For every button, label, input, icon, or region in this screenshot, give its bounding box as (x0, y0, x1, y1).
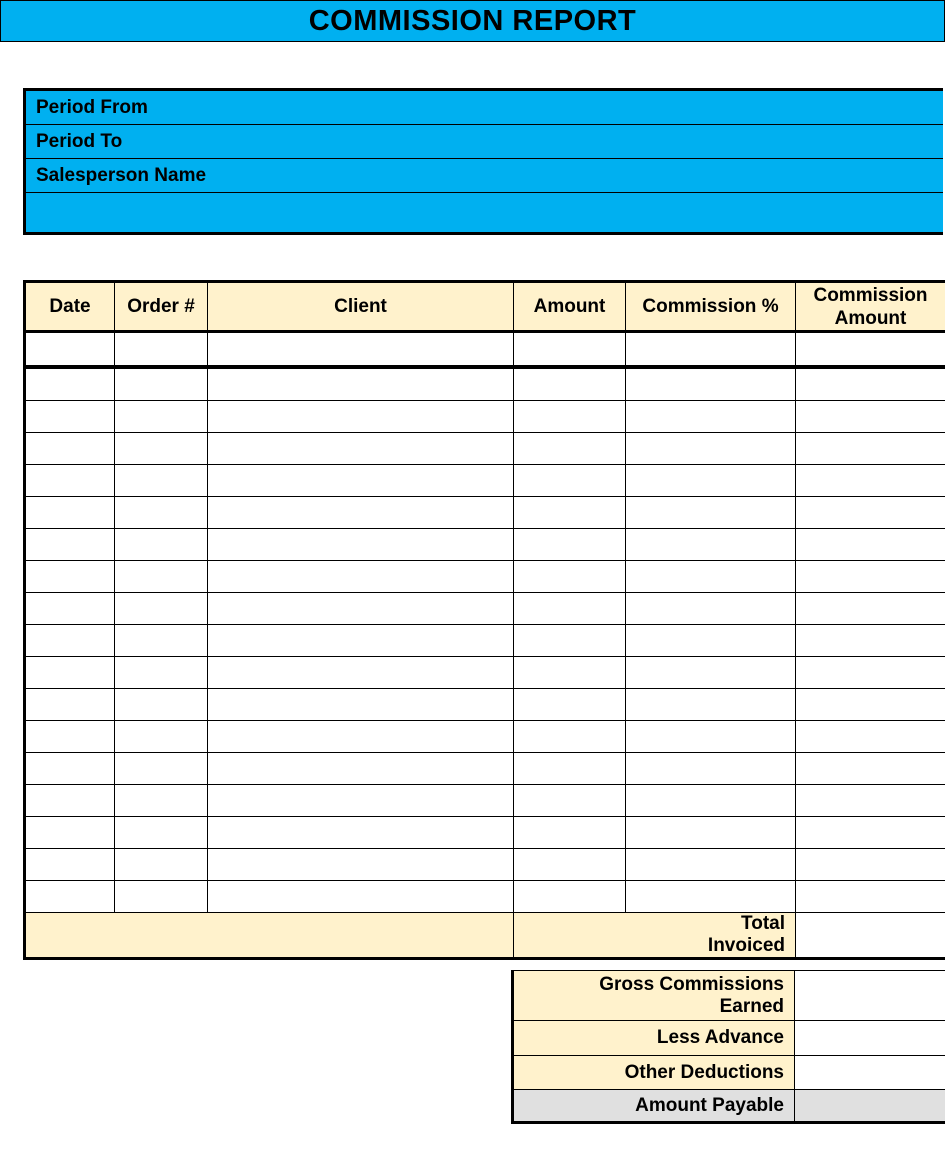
total-invoiced-value[interactable] (796, 913, 945, 959)
table-row (25, 849, 945, 881)
cell-client[interactable] (208, 817, 514, 849)
table-row (25, 465, 945, 497)
cell-amount[interactable] (514, 849, 626, 881)
cell-commission-amount[interactable] (796, 721, 945, 753)
cell-client[interactable] (208, 497, 514, 529)
cell-amount[interactable] (514, 561, 626, 593)
table-row (25, 625, 945, 657)
cell-commission-pct[interactable] (626, 433, 796, 465)
header-commission-amount (796, 282, 945, 332)
cell-commission-amount[interactable] (796, 849, 945, 881)
header-commission-amount-line1: Commission (813, 284, 928, 306)
cell-order[interactable] (115, 433, 208, 465)
header-date: Date (25, 282, 115, 332)
report-title (0, 0, 945, 42)
cell-commission-pct[interactable] (626, 817, 796, 849)
cell-order[interactable] (115, 785, 208, 817)
gross-commissions-value[interactable] (795, 971, 945, 1021)
cell-amount[interactable] (514, 881, 626, 913)
cell-commission-amount[interactable] (796, 657, 945, 689)
cell-order[interactable] (115, 657, 208, 689)
cell-order[interactable] (115, 753, 208, 785)
cell-client[interactable] (208, 332, 514, 368)
table-row (25, 753, 945, 785)
less-advance-row (513, 1021, 945, 1056)
cell-amount[interactable] (514, 689, 626, 721)
cell-date[interactable] (25, 689, 115, 721)
header-amount: Amount (514, 282, 626, 332)
period-from-label: Period From (36, 96, 148, 118)
cell-amount[interactable] (514, 785, 626, 817)
table-row (25, 433, 945, 465)
cell-order[interactable] (115, 817, 208, 849)
cell-commission-pct[interactable] (626, 367, 796, 401)
other-deductions-value[interactable] (795, 1056, 945, 1090)
cell-date[interactable] (25, 529, 115, 561)
cell-amount[interactable] (514, 465, 626, 497)
info-blank-row[interactable] (26, 193, 943, 230)
cell-order[interactable] (115, 367, 208, 401)
cell-date[interactable] (25, 465, 115, 497)
cell-amount[interactable] (514, 817, 626, 849)
cell-commission-pct[interactable] (626, 332, 796, 368)
period-to-label: Period To (36, 130, 123, 152)
cell-amount[interactable] (514, 753, 626, 785)
period-to-row[interactable] (26, 125, 943, 159)
table-row (25, 401, 945, 433)
cell-order[interactable] (115, 625, 208, 657)
cell-order[interactable] (115, 529, 208, 561)
table-row (25, 593, 945, 625)
cell-commission-amount[interactable] (796, 625, 945, 657)
cell-commission-pct[interactable] (626, 593, 796, 625)
cell-commission-amount[interactable] (796, 753, 945, 785)
less-advance-value[interactable] (795, 1021, 945, 1056)
cell-date[interactable] (25, 817, 115, 849)
cell-date[interactable] (25, 497, 115, 529)
cell-client[interactable] (208, 881, 514, 913)
table-row (25, 657, 945, 689)
cell-date[interactable] (25, 785, 115, 817)
cell-commission-amount[interactable] (796, 689, 945, 721)
cell-commission-amount[interactable] (796, 465, 945, 497)
cell-commission-pct[interactable] (626, 625, 796, 657)
table-row (25, 367, 945, 401)
header-client: Client (208, 282, 514, 332)
cell-date[interactable] (25, 881, 115, 913)
cell-client[interactable] (208, 753, 514, 785)
cell-commission-pct[interactable] (626, 753, 796, 785)
cell-date[interactable] (25, 849, 115, 881)
table-row (25, 529, 945, 561)
cell-order[interactable] (115, 721, 208, 753)
header-commission-amount-line2: Amount (834, 307, 907, 329)
cell-amount[interactable] (514, 401, 626, 433)
cell-order[interactable] (115, 881, 208, 913)
amount-payable-label: Amount Payable (513, 1090, 795, 1123)
table-header-row (25, 282, 945, 332)
cell-client[interactable] (208, 721, 514, 753)
cell-commission-pct[interactable] (626, 657, 796, 689)
summary-table (511, 970, 945, 1124)
header-order: Order # (115, 282, 208, 332)
cell-date[interactable] (25, 657, 115, 689)
cell-commission-amount[interactable] (796, 561, 945, 593)
cell-commission-amount[interactable] (796, 332, 945, 368)
less-advance-label: Less Advance (513, 1021, 795, 1056)
table-body (25, 332, 945, 913)
cell-client[interactable] (208, 657, 514, 689)
cell-order[interactable] (115, 497, 208, 529)
gross-commissions-line1: Gross Commissions (599, 973, 784, 995)
total-invoiced-line1: Total (741, 913, 785, 934)
salesperson-name-row[interactable] (26, 159, 943, 193)
table-row (25, 721, 945, 753)
cell-client[interactable] (208, 625, 514, 657)
cell-amount[interactable] (514, 433, 626, 465)
cell-commission-amount[interactable] (796, 433, 945, 465)
cell-order[interactable] (115, 332, 208, 368)
table-row (25, 561, 945, 593)
cell-client[interactable] (208, 785, 514, 817)
cell-order[interactable] (115, 561, 208, 593)
total-invoiced-line2: Invoiced (707, 935, 785, 956)
cell-commission-pct[interactable] (626, 689, 796, 721)
table-row (25, 689, 945, 721)
cell-commission-pct[interactable] (626, 561, 796, 593)
table-row (25, 785, 945, 817)
total-invoiced-label (514, 913, 796, 959)
cell-client[interactable] (208, 529, 514, 561)
footer-filler-row (25, 913, 945, 959)
cell-client[interactable] (208, 367, 514, 401)
cell-amount[interactable] (514, 593, 626, 625)
cell-date[interactable] (25, 593, 115, 625)
cell-amount[interactable] (514, 529, 626, 561)
cell-commission-pct[interactable] (626, 497, 796, 529)
cell-date[interactable] (25, 625, 115, 657)
cell-commission-amount[interactable] (796, 529, 945, 561)
cell-commission-amount[interactable] (796, 817, 945, 849)
other-deductions-label: Other Deductions (513, 1056, 795, 1090)
period-info-box (23, 88, 943, 235)
cell-client[interactable] (208, 561, 514, 593)
cell-commission-amount[interactable] (796, 785, 945, 817)
footer-blank-cell (25, 913, 514, 959)
cell-amount[interactable] (514, 367, 626, 401)
cell-amount[interactable] (514, 721, 626, 753)
gross-commissions-label (513, 971, 795, 1021)
cell-date[interactable] (25, 332, 115, 368)
salesperson-name-label: Salesperson Name (36, 164, 207, 186)
cell-client[interactable] (208, 401, 514, 433)
table-row (25, 332, 945, 368)
cell-date[interactable] (25, 753, 115, 785)
amount-payable-value[interactable] (795, 1090, 945, 1123)
cell-commission-pct[interactable] (626, 881, 796, 913)
cell-amount[interactable] (514, 625, 626, 657)
table-row (25, 881, 945, 913)
report-title-text: COMMISSION REPORT (308, 4, 637, 37)
cell-order[interactable] (115, 465, 208, 497)
cell-commission-amount[interactable] (796, 497, 945, 529)
cell-amount[interactable] (514, 657, 626, 689)
cell-date[interactable] (25, 401, 115, 433)
cell-date[interactable] (25, 561, 115, 593)
cell-order[interactable] (115, 849, 208, 881)
cell-commission-pct[interactable] (626, 465, 796, 497)
cell-commission-amount[interactable] (796, 367, 945, 401)
cell-commission-pct[interactable] (626, 721, 796, 753)
cell-amount[interactable] (514, 497, 626, 529)
cell-commission-amount[interactable] (796, 593, 945, 625)
gross-commissions-line2: Earned (719, 995, 784, 1017)
gross-commissions-row (513, 971, 945, 1021)
cell-order[interactable] (115, 593, 208, 625)
cell-client[interactable] (208, 465, 514, 497)
commission-table (23, 280, 945, 960)
cell-commission-pct[interactable] (626, 401, 796, 433)
cell-commission-pct[interactable] (626, 849, 796, 881)
cell-order[interactable] (115, 401, 208, 433)
cell-commission-amount[interactable] (796, 401, 945, 433)
header-commission-pct: Commission % (626, 282, 796, 332)
cell-client[interactable] (208, 593, 514, 625)
cell-commission-pct[interactable] (626, 529, 796, 561)
cell-client[interactable] (208, 849, 514, 881)
cell-date[interactable] (25, 367, 115, 401)
table-row (25, 497, 945, 529)
cell-commission-pct[interactable] (626, 785, 796, 817)
cell-date[interactable] (25, 721, 115, 753)
cell-order[interactable] (115, 689, 208, 721)
other-deductions-row (513, 1056, 945, 1090)
cell-date[interactable] (25, 433, 115, 465)
cell-commission-amount[interactable] (796, 881, 945, 913)
cell-amount[interactable] (514, 332, 626, 368)
cell-client[interactable] (208, 433, 514, 465)
cell-client[interactable] (208, 689, 514, 721)
period-from-row[interactable] (26, 91, 943, 125)
table-row (25, 817, 945, 849)
amount-payable-row (513, 1090, 945, 1123)
